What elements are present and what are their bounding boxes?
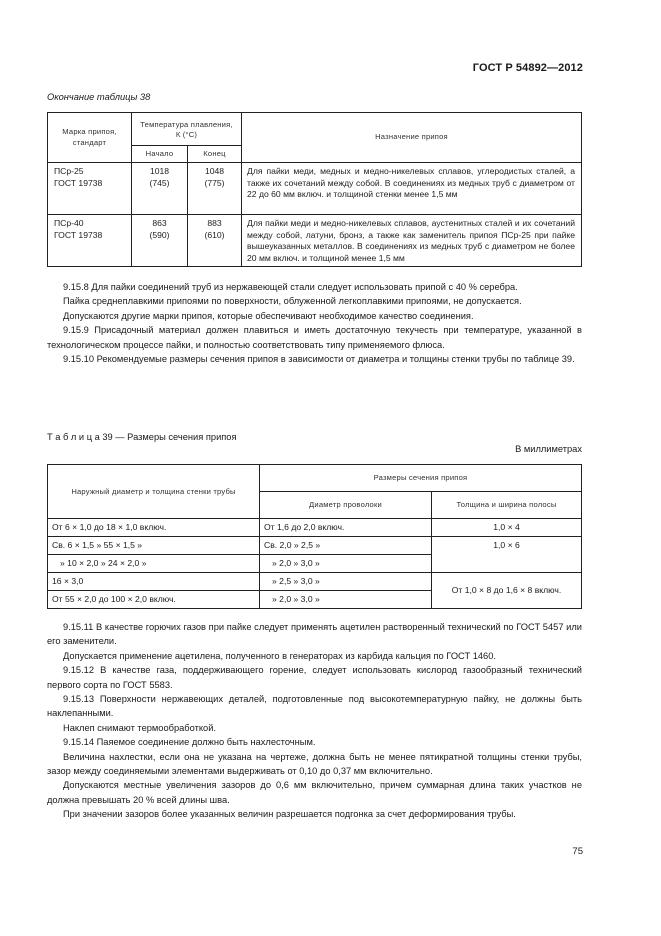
outer-diameter: 16 × 3,0: [48, 573, 260, 591]
melting-start-c: (745): [149, 177, 170, 188]
solder-mark: ПСр-40: [54, 218, 84, 228]
paragraph: При значении зазоров более указанных величин разрешается подгонка за счет деформирования трубы.: [63, 809, 516, 820]
melting-end-cell: [188, 163, 242, 215]
paragraph: Допускается применение ацетилена, полученного в генераторах из карбида кальция по ГОСТ 1460.: [63, 650, 496, 661]
melting-end-c: (610): [204, 229, 225, 240]
solder-mark: ПСр-25: [54, 166, 84, 176]
text-block-1: [47, 280, 582, 366]
paragraph: Наклеп снимают термообработкой.: [63, 722, 216, 733]
strip-size: 1,0 × 4: [432, 519, 582, 537]
paragraph: 9.15.14 Паяемое соединение должно быть нахлесточным.: [63, 737, 316, 748]
column-header-end: Конец: [188, 146, 242, 163]
paragraph: 9.15.11 В качестве горючих газов при пайке следует применять ацетилен растворенный технический по ГОСТ 5457 или его заменители.: [47, 622, 582, 647]
table39-caption: Т а б л и ц а 39 — Размеры сечения припоя: [47, 432, 237, 442]
solder-standard: ГОСТ 19738: [54, 229, 103, 240]
column-header-strip: Толщина и ширина полосы: [432, 492, 582, 519]
column-header-temperature: Температура плавления, К (°С): [132, 113, 242, 146]
table-row: [48, 163, 582, 215]
melting-start-cell: [132, 215, 188, 267]
column-header-outer-diameter: Наружный диаметр и толщина стенки трубы: [48, 465, 260, 519]
melting-start-k: 863: [152, 218, 167, 228]
text-block-2: [47, 620, 582, 822]
column-header-wire-diameter: Диаметр проволоки: [260, 492, 432, 519]
wire-diameter: » 2,5 » 3,0 »: [260, 573, 432, 591]
melting-end-k: 1048: [204, 166, 225, 176]
paragraph: Величина нахлестки, если она не указана на чертеже, должна быть не менее пятикратной толщины стенки трубы, зазор между соединяемыми элементами выдерживать от 0,10 до 0,37 мм включительно.: [47, 751, 582, 777]
melting-end-k: 883: [207, 218, 222, 228]
paragraph: Пайка среднеплавкими припоями по поверхности, облуженной легкоплавкими припоями, не допускается.: [63, 296, 522, 307]
table39-units: В миллиметрах: [515, 444, 582, 454]
melting-end-c: (775): [204, 177, 225, 188]
paragraph: 9.15.13 Поверхности нержавеющих деталей, подготовленные под высокотемпературную пайку, не должны быть наклепанными.: [47, 694, 582, 719]
table-row: [48, 519, 582, 537]
paragraph: 9.15.8 Для пайки соединений труб из нержавеющей стали следует использовать припой с 40 % серебра.: [63, 282, 518, 292]
melting-start-c: (590): [149, 229, 170, 240]
outer-diameter: От 55 × 2,0 до 100 × 2,0 включ.: [48, 591, 260, 609]
outer-diameter: Св. 6 × 1,5 » 55 × 1,5 »: [48, 537, 260, 555]
wire-diameter: » 2,0 » 3,0 »: [260, 555, 432, 573]
melting-start-cell: [132, 163, 188, 215]
outer-diameter: » 10 × 2,0 » 24 × 2,0 »: [48, 555, 260, 573]
strip-size: От 1,0 × 8 до 1,6 × 8 включ.: [432, 573, 582, 609]
page-number: 75: [572, 846, 583, 857]
column-header-mark: Марка припоя, стандарт: [48, 113, 132, 163]
column-header-purpose: Назначение припоя: [242, 113, 582, 163]
paragraph: 9.15.9 Присадочный материал должен плавиться и иметь достаточную текучесть при температуре, указанной в технологическом процессе пайки, и полностью соответствовать типу применяемого флюса.: [47, 325, 582, 350]
table-row: [48, 537, 582, 555]
table-row: [48, 215, 582, 267]
melting-start-k: 1018: [149, 166, 170, 176]
solder-standard: ГОСТ 19738: [54, 177, 103, 188]
paragraph: Допускаются другие марки припоя, которые обеспечивают необходимое качество соединения.: [63, 310, 474, 321]
outer-diameter: От 6 × 1,0 до 18 × 1,0 включ.: [48, 519, 260, 537]
document-header: ГОСТ Р 54892—2012: [472, 62, 583, 74]
column-header-start: Начало: [132, 146, 188, 163]
column-header-solder-sizes: Размеры сечения припоя: [260, 465, 582, 492]
table-39: [47, 464, 582, 609]
strip-size: 1,0 × 6: [432, 537, 582, 573]
table38-caption: Окончание таблицы 38: [47, 92, 151, 102]
melting-end-cell: [188, 215, 242, 267]
wire-diameter: От 1,6 до 2,0 включ.: [260, 519, 432, 537]
paragraph: Допускаются местные увеличения зазоров до 0,6 мм включительно, причем суммарная длина таких участков не должна превышать 20 % всей длины шва.: [47, 780, 582, 805]
solder-purpose: Для пайки меди и медно-никелевых сплавов, аустенитных сталей и их сочетаний между собой, латуни, бронз, а также как заменитель припоя ПСр-25 при пайке вышеуказанных металлов. В соединениях из медных труб с диаметром не более 20 мм включ. и толщиной менее 1,5 мм: [242, 215, 582, 267]
paragraph: 9.15.10 Рекомендуемые размеры сечения припоя в зависимости от диаметра и толщины стенки трубы по таблице 39.: [63, 354, 575, 365]
paragraph: 9.15.12 В качестве газа, поддерживающего горение, следует использовать кислород газообразный технический первого сорта по ГОСТ 5583.: [47, 665, 582, 690]
solder-purpose: Для пайки меди, медных и медно-никелевых сплавов, углеродистых сталей, а также их сочетаний между собой. В соединениях из медных труб с диаметром от 22 до 60 мм включ. и толщиной стенки менее 1,5 мм: [242, 163, 582, 215]
solder-mark-cell: [48, 163, 132, 215]
table-row: [48, 573, 582, 591]
wire-diameter: Св. 2,0 » 2,5 »: [260, 537, 432, 555]
table-38: [47, 112, 582, 267]
wire-diameter: » 2,0 » 3,0 »: [260, 591, 432, 609]
solder-mark-cell: [48, 215, 132, 267]
